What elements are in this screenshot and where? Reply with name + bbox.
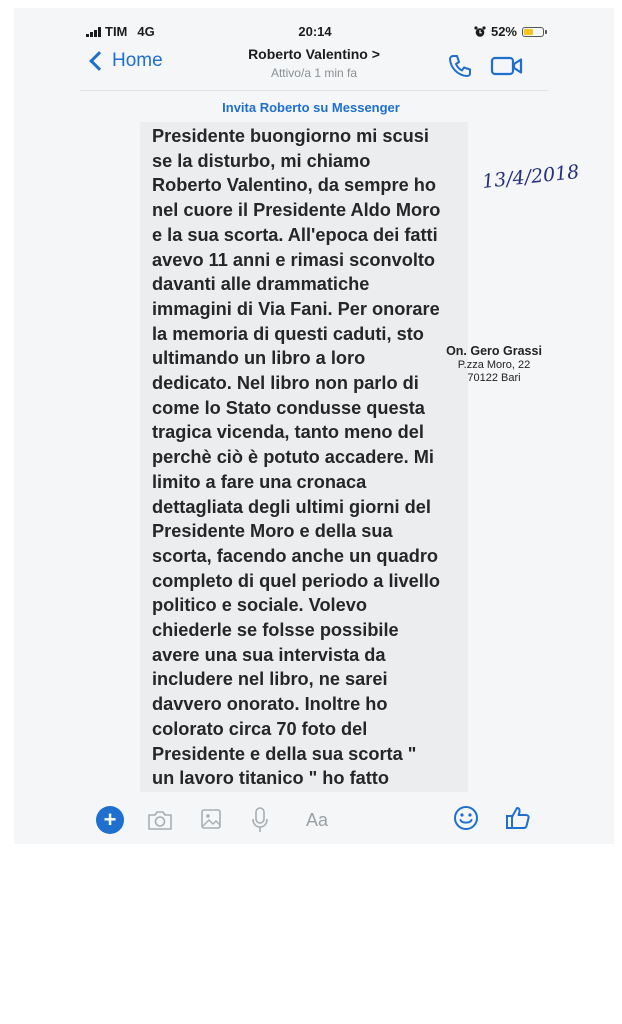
alarm-clock-icon: [474, 26, 486, 38]
contact-info[interactable]: [80, 46, 548, 80]
clock: 20:14: [298, 24, 332, 39]
image-icon[interactable]: [200, 807, 222, 831]
stamp-street: P.zza Moro, 22: [457, 359, 531, 371]
stamp-name: On. Gero Grassi: [446, 344, 542, 358]
battery-fill: [524, 29, 533, 35]
conversation-header: [80, 44, 548, 91]
emoji-icon[interactable]: [452, 804, 480, 832]
status-bar: [86, 24, 544, 40]
message-composer: [96, 802, 536, 834]
message-input[interactable]: Aa: [306, 810, 329, 830]
invite-link[interactable]: Invita Roberto su Messenger: [222, 100, 400, 115]
contact-status: Attivo/a 1 min fa: [270, 66, 358, 80]
network-type: 4G: [137, 24, 155, 39]
battery-percent: 52%: [490, 24, 517, 39]
message-text: Presidente buongiorno mi scusi se la disturbo, mi chiamo Roberto Valentino, da sempre ho nel cuore il Presidente Aldo Moro e la sua scorta. All'epoca dei fatti avevo 11 anni e rimasi sconvolto davanti alle drammatiche immagini di Via Fani. Per onorare la memoria di questi caduti, sto ultimando un libro a loro dedicato. Nel libro non parlo di come lo Stato condusse questa tragica vicenda, tanto meno del perchè ciò è potuto accadere. Mi limito a fare una cronaca dettagliata degli ultimi giorni del Presidente Moro e della sua scorta, facendo anche un quadro completo di quel periodo a livello politico e sociale. Volevo chiederle se folsse possibile avere una sua intervista da includere nel libro, ne sarei davvero onorato. Inoltre ho colorato circa 70 foto del Presidente e della sua scorta " un lavoro titanico " ho fatto: [152, 126, 441, 789]
carrier: TIM: [105, 24, 128, 39]
video-camera-icon[interactable]: [490, 54, 524, 78]
contact-name: Roberto Valentino >: [248, 46, 380, 62]
address-stamp: [436, 344, 552, 384]
camera-icon[interactable]: [146, 808, 174, 832]
battery-icon: [522, 27, 544, 37]
handwritten-date: 13/4/2018: [481, 160, 581, 194]
plus-icon[interactable]: +: [96, 806, 124, 834]
stamp-city: 70122 Bari: [467, 372, 521, 384]
message-bubble: [140, 122, 468, 792]
microphone-icon[interactable]: [250, 806, 270, 834]
phone-icon[interactable]: [446, 52, 474, 80]
back-label: Home: [112, 50, 163, 71]
thumbs-up-icon[interactable]: [504, 804, 532, 832]
